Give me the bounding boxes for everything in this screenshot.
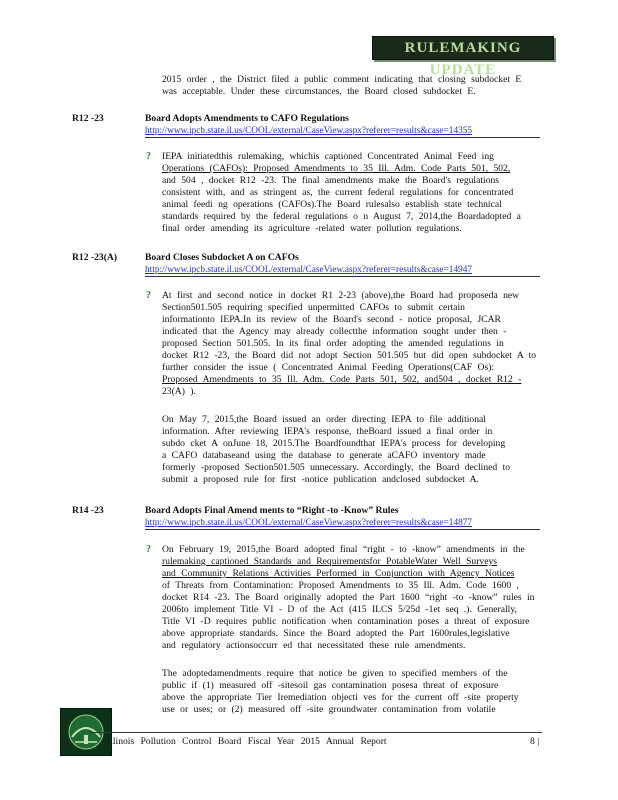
paragraph-line: above appropriate standards. Since the Board adopted the Part 1600rules,legislative xyxy=(162,628,510,639)
paragraph-line xyxy=(162,163,510,175)
linked-citation[interactable]: rulemaking captioned Standards and Requirementsfor PotableWater Well Surveys xyxy=(162,556,497,567)
section-docket: R12 -23(A) xyxy=(72,252,118,263)
paragraph-line: standards required by the federal regulations o n August 7, 2014,the Boardadopted a xyxy=(162,211,521,222)
bullet-icon: ? xyxy=(146,151,151,162)
paragraph-line: submit a proposed rule for first -notice publication andclosed subdocket A. xyxy=(162,474,479,485)
paragraph-line: public if (1) measured off -sitesoil gas contamination posesa threat of exposure xyxy=(162,680,499,691)
linked-citation[interactable]: Proposed Amendments to 35 Ill. Adm. Code Parts 501, 502, and504 , docket R12 - xyxy=(162,374,522,385)
paragraph-line: formerly -proposed Section501.505 unnecessary. Accordingly, the Board declined to xyxy=(162,462,511,473)
paragraph-line: IEPA initiatedthis rulemaking, whichis captioned Concentrated Animal Feed ing xyxy=(162,151,494,162)
paragraph-line: information. After reviewing IEPA's response, theBoard issued a final order in xyxy=(162,426,493,437)
paragraph-line: docket R14 -23. The Board originally adopted the Part 1600 “right -to -know” rules in xyxy=(162,592,535,603)
paragraph-line: 23(A) ). xyxy=(162,386,196,397)
paragraph-line: further consider the issue ( Concentrated Animal Feeding Operations(CAF Os): xyxy=(162,362,495,373)
paragraph-line: final order amending its agriculture -related water pollution regulations. xyxy=(162,223,462,234)
bullet-icon: ? xyxy=(146,290,151,301)
case-link[interactable]: http://www.ipcb.state.il.us/COOL/external/CaseView.aspx?referer=results&case=14355 xyxy=(145,126,473,136)
paragraph-line: On February 19, 2015,the Board adopted final “right - to -know” amendments in the xyxy=(162,544,525,555)
section-rule xyxy=(145,276,540,277)
section-docket: R14 -23 xyxy=(72,505,104,516)
section-title: Board Adopts Final Amend ments to “Right -to -Know” Rules xyxy=(145,505,399,516)
paragraph-line xyxy=(162,568,514,580)
rulemaking-update-banner xyxy=(372,36,554,78)
section-rule xyxy=(145,529,540,530)
linked-citation[interactable]: Operations (CAFOs): Proposed Amendments to 35 Ill. Adm. Code Parts 501, 502, xyxy=(162,163,511,174)
paragraph-line: Title VI -D requires public notification when contamination poses a threat of exposure xyxy=(162,616,530,627)
paragraph-line: subdo cket A onJune 18, 2015.The Boardfoundthat IEPA's process for developing xyxy=(162,438,506,449)
paragraph-line: of Threats from Contamination: Proposed Amendments to 35 Ill. Adm. Code 1600 , xyxy=(162,580,519,591)
paragraph-line: above the appropriate Tier Iremediation objecti ves for the current off -site property xyxy=(162,692,519,703)
section-title: Board Closes Subdocket A on CAFOs xyxy=(145,252,299,263)
paragraph-line: Section501.505 requiring specified unpermitted CAFOs to submit certain xyxy=(162,302,465,313)
page-number: 8 | xyxy=(530,736,540,747)
paragraph-line: At first and second notice in docket R1 2-23 (above),the Board had proposeda new xyxy=(162,290,520,301)
paragraph-line: consistent with, and as stringent as, the current federal regulations for concentrated xyxy=(162,187,514,198)
bullet-icon: ? xyxy=(146,544,151,555)
paragraph-line: 2006to implement Title VI - D of the Act (415 ILCS 5/25d -1et seq .). Generally, xyxy=(162,604,517,615)
section-docket: R12 -23 xyxy=(72,113,104,124)
paragraph-line xyxy=(162,374,521,386)
paragraph-line: animal feedi ng operations (CAFOs).The Board rulesalso establish state technical xyxy=(162,199,502,210)
linked-citation[interactable]: and Community Relations Activities Performed in Conjunction with Agency Notices xyxy=(162,568,515,579)
paragraph-line: a CAFO databaseand using the database to generate aCAFO inventory made xyxy=(162,450,486,461)
paragraph-line: On May 7, 2015,the Board issued an order directing IEPA to file additional xyxy=(162,414,486,425)
footer-text: Illinois Pollution Control Board Fiscal Year 2015 Annual Report xyxy=(107,736,387,747)
paragraph-line: and regulatory actionsoccurr ed that necessitated these rule amendments. xyxy=(162,640,466,651)
paragraph-line: use or uses; or (2) measured off -site groundwater contamination from volatile xyxy=(162,704,496,715)
paragraph-line: docket R12 -23, the Board did not adopt Section 501.505 but did open subdocket A to xyxy=(162,350,537,361)
paragraph-line: and 504 , docket R12 -23. The final amendments make the Board's regulations xyxy=(162,175,500,186)
paragraph-line: proposed Section 501.505. In its final order adopting the amended regulations in xyxy=(162,338,504,349)
banner-title: RULEMAKING UPDATE xyxy=(404,40,522,78)
section-rule xyxy=(145,137,540,138)
section-title: Board Adopts Amendments to CAFO Regulations xyxy=(145,113,349,124)
intro-line: was acceptable. Under these circumstances, the Board closed subdocket E. xyxy=(162,86,476,97)
case-link[interactable]: http://www.ipcb.state.il.us/COOL/external/CaseView.aspx?referer=results&case=14947 xyxy=(145,265,473,275)
paragraph-line: indicated that the Agency may already collectthe information sought under then - xyxy=(162,326,507,337)
footer-rule xyxy=(90,732,542,733)
paragraph-line xyxy=(162,556,497,568)
case-link[interactable]: http://www.ipcb.state.il.us/COOL/external/CaseView.aspx?referer=results&case=14877 xyxy=(145,518,473,528)
paragraph-line: The adoptedamendments require that notice be given to specified members of the xyxy=(162,668,508,679)
paragraph-line: informationto IEPA.In its review of the Board's second - notice proposal, JCAR xyxy=(162,314,501,325)
intro-line: 2015 order , the District filed a public comment indicating that closing subdocket E xyxy=(162,74,522,85)
